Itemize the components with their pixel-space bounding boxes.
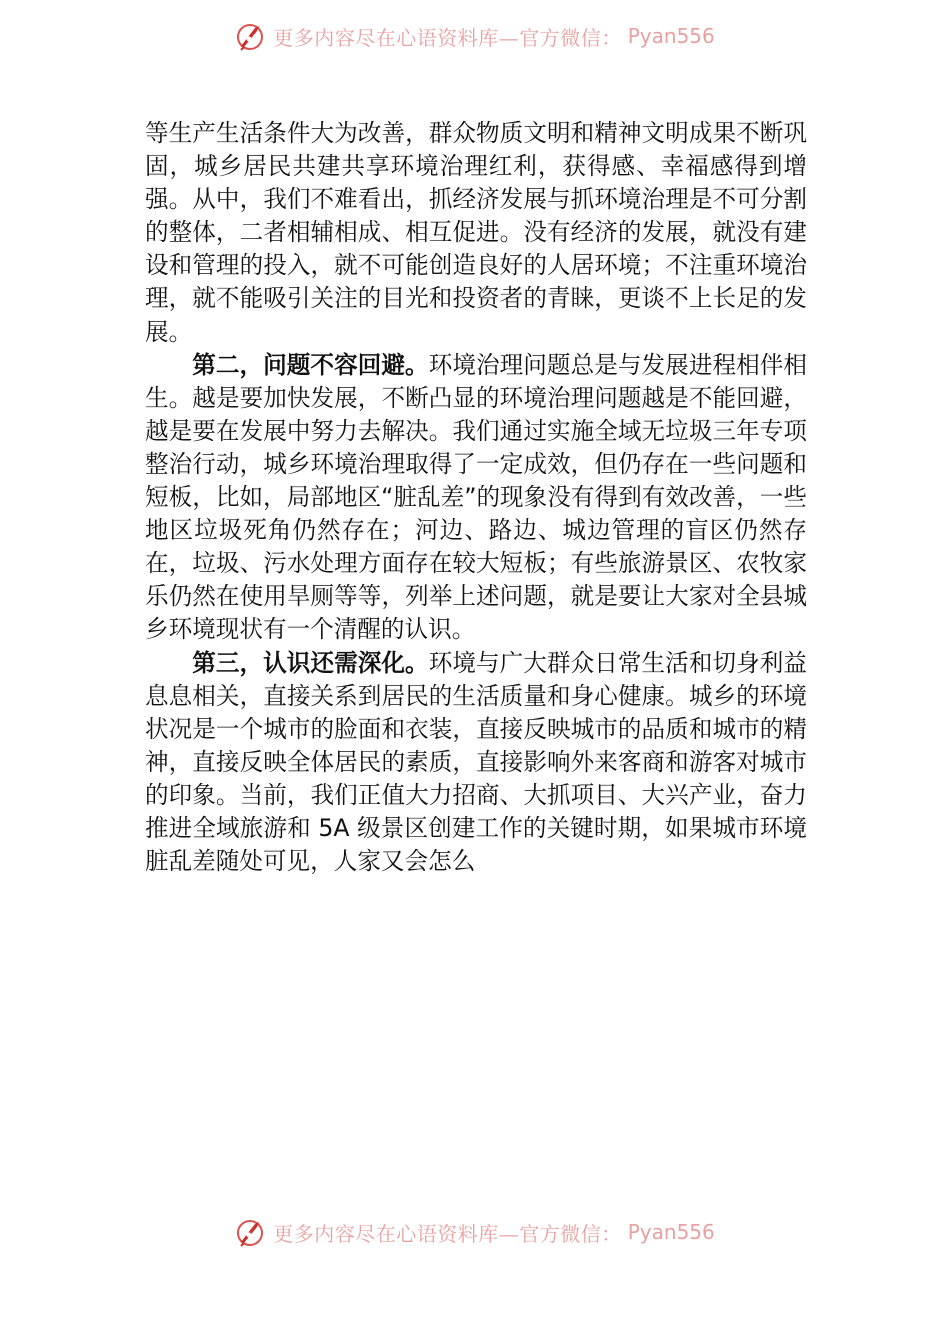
paragraph-2-heading: 第二，问题不容回避。: [192, 350, 429, 379]
header-watermark: [0, 16, 950, 56]
watermark-wechat-id: Pyan556: [627, 24, 715, 48]
paragraph-2-text: 环境治理问题总是与发展进程相伴相生。越是要加快发展，不断凸显的环境治理问题越是不能回避，越是要在发展中努力去解决。我们通过实施全域无垃圾三年专项整治行动，城乡环境治理取得了一定成效，但仍存在一些问题和短板，比如，局部地区“脏乱差”的现象没有得到有效改善，一些地区垃圾死角仍然存在；河边、路边、城边管理的盲区仍然存在，垃圾、污水处理方面存在较大短板；有些旅游景区、农牧家乐仍然在使用旱厕等等，列举上述问题，就是要让大家对全县城乡环境现状有一个清醒的认识。: [145, 350, 808, 644]
paragraph-2: [145, 349, 807, 647]
quill-logo-icon: [235, 1216, 267, 1248]
paragraph-3-text: 环境与广大群众日常生活和切身利益息息相关，直接关系到居民的生活质量和身心健康。城乡的环境状况是一个城市的脸面和衣装，直接反映城市的品质和城市的精神，直接反映全体居民的素质，直接影响外来客商和游客对城市的印象。当前，我们正值大力招商、大抓项目、大兴产业，奋力推进全域旅游和 5A 级景区创建工作的关键时期，如果城市环境脏乱差随处可见，人家又会怎么: [145, 648, 808, 876]
paragraph-3-heading: 第三，认识还需深化。: [192, 648, 429, 677]
paragraph-1: [145, 117, 807, 349]
watermark-wechat-id: Pyan556: [627, 1220, 715, 1244]
paragraph-3: [145, 647, 807, 879]
watermark-text: 更多内容尽在心语资料库—官方微信：: [273, 1221, 622, 1246]
paragraph-1-text: 等生产生活条件大为改善，群众物质文明和精神文明成果不断巩固，城乡居民共建共享环境治理红利，获得感、幸福感得到增强。从中，我们不难看出，抓经济发展与抓环境治理是不可分割的整体，二者相辅相成、相互促进。没有经济的发展，就没有建设和管理的投入，就不可能创造良好的人居环境；不注重环境治理，就不能吸引关注的目光和投资者的青睐，更谈不上长足的发展。: [145, 119, 807, 346]
document-body: [145, 117, 807, 878]
watermark-text: 更多内容尽在心语资料库—官方微信：: [273, 25, 622, 50]
quill-logo-icon: [235, 20, 267, 52]
footer-watermark: [0, 1212, 950, 1252]
